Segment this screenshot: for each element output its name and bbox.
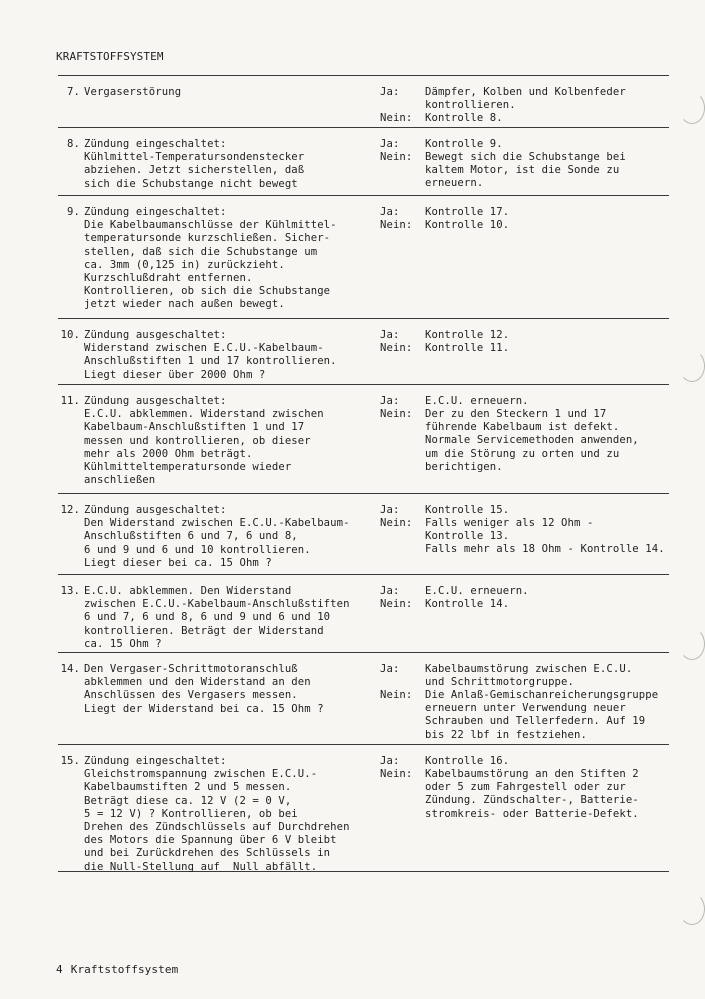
table-row xyxy=(58,493,669,574)
table-row xyxy=(58,652,669,744)
punch-hole-middle-lower xyxy=(679,628,705,660)
nein-label: Nein: xyxy=(380,219,413,231)
entry-condition: Zündung eingeschaltet: Gleichstromspannung zwischen E.C.U.- Kabelbaumstiften 2 und 5 messen. Beträgt diese ca. 12 V (2 = 0 V, 5 = 12 V) ? Kontrollieren, ob bei Drehen des Zündschlüssels auf Durchdrehen des Motors die Spannung über 6 V bleibt und bei Zurückdrehen des Schlüssels in die Null-Stellung auf Null abfällt. xyxy=(84,755,350,873)
punch-hole-top xyxy=(679,92,705,124)
entry-number: 7. xyxy=(67,86,80,98)
ja-label: Ja: xyxy=(380,504,400,516)
nein-action: Kontrolle 11. xyxy=(425,342,510,354)
ja-action: Kontrolle 15. xyxy=(425,504,510,516)
entry-number: 12. xyxy=(60,504,80,516)
punch-hole-bottom xyxy=(679,893,705,925)
ja-label: Ja: xyxy=(380,585,400,597)
entry-condition: Zündung eingeschaltet: Die Kabelbaumanschlüsse der Kühlmittel- temperatursonde kurzschließen. Sicher- stellen, daß sich die Schubstange um ca. 3mm (0,125 in) zurückzieht. Kurzschlußdraht entfernen. Kontrollieren, ob sich die Schubstange jetzt wieder nach außen bewegt. xyxy=(84,206,337,311)
nein-action: Kontrolle 10. xyxy=(425,219,510,231)
entry-number: 9. xyxy=(67,206,80,218)
ja-action: Kontrolle 16. xyxy=(425,755,510,767)
nein-action: Kontrolle 14. xyxy=(425,598,510,610)
entry-condition: Zündung ausgeschaltet: Den Widerstand zwischen E.C.U.-Kabelbaum- Anschlußstiften 6 und 7, 6 und 8, 6 und 9 und 6 und 10 kontrollieren. Liegt dieser bei ca. 15 Ohm ? xyxy=(84,504,350,569)
nein-label: Nein: xyxy=(380,689,413,701)
punch-hole-middle-upper xyxy=(679,350,705,382)
entry-condition: Zündung eingeschaltet: Kühlmittel-Temperatursondenstecker abziehen. Jetzt sicherstellen, daß sich die Schubstange nicht bewegt xyxy=(84,138,305,190)
footer-section-title: Kraftstoffsystem xyxy=(70,963,179,976)
nein-label: Nein: xyxy=(380,517,413,529)
ja-action: Kabelbaumstörung zwischen E.C.U. und Schrittmotorgruppe. xyxy=(425,663,633,689)
entry-condition: E.C.U. abklemmen. Den Widerstand zwischen E.C.U.-Kabelbaum-Anschlußstiften 6 und 7, 6 und 8, 6 und 9 und 6 und 10 kontrollieren. Beträgt der Widerstand ca. 15 Ohm ? xyxy=(84,585,350,650)
table-row xyxy=(58,318,669,384)
nein-action: Kontrolle 8. xyxy=(425,112,503,124)
diagnostic-table xyxy=(58,75,669,872)
table-row xyxy=(58,195,669,318)
page-number: 4 xyxy=(56,963,63,976)
entry-number: 13. xyxy=(60,585,80,597)
entry-condition: Zündung ausgeschaltet: E.C.U. abklemmen. Widerstand zwischen Kabelbaum-Anschlußstiften 1 und 17 messen und kontrollieren, ob dieser mehr als 2000 Ohm beträgt. Kühlmitteltemperatursonde wieder anschließen xyxy=(84,395,324,487)
ja-label: Ja: xyxy=(380,86,400,98)
entry-number: 11. xyxy=(60,395,80,407)
entry-condition: Zündung ausgeschaltet: Widerstand zwischen E.C.U.-Kabelbaum- Anschlußstiften 1 und 17 kontrollieren. Liegt dieser über 2000 Ohm ? xyxy=(84,329,337,381)
ja-action: Dämpfer, Kolben und Kolbenfeder kontrollieren. xyxy=(425,86,626,112)
ja-label: Ja: xyxy=(380,663,400,675)
ja-label: Ja: xyxy=(380,329,400,341)
entry-condition: Den Vergaser-Schrittmotoranschluß abklemmen und den Widerstand an den Anschlüssen des Vergasers messen. Liegt der Widerstand bei ca. 15 Ohm ? xyxy=(84,663,324,715)
nein-label: Nein: xyxy=(380,768,413,780)
nein-label: Nein: xyxy=(380,342,413,354)
ja-action: E.C.U. erneuern. xyxy=(425,585,529,597)
entry-number: 15. xyxy=(60,755,80,767)
ja-label: Ja: xyxy=(380,206,400,218)
table-row xyxy=(58,75,669,127)
nein-label: Nein: xyxy=(380,408,413,420)
ja-label: Ja: xyxy=(380,395,400,407)
page-footer xyxy=(56,963,178,976)
table-row xyxy=(58,127,669,195)
ja-action: Kontrolle 17. xyxy=(425,206,510,218)
nein-action: Bewegt sich die Schubstange bei kaltem Motor, ist die Sonde zu erneuern. xyxy=(425,151,626,190)
nein-label: Nein: xyxy=(380,598,413,610)
entry-number: 14. xyxy=(60,663,80,675)
nein-label: Nein: xyxy=(380,151,413,163)
ja-action: Kontrolle 9. xyxy=(425,138,503,150)
ja-action: Kontrolle 12. xyxy=(425,329,510,341)
nein-action: Kabelbaumstörung an den Stiften 2 oder 5 zum Fahrgestell oder zur Zündung. Zündschalter-, Batterie- stromkreis- oder Batterie-Defekt. xyxy=(425,768,639,820)
nein-action: Falls weniger als 12 Ohm - Kontrolle 13. Falls mehr als 18 Ohm - Kontrolle 14. xyxy=(425,517,665,556)
ja-action: E.C.U. erneuern. xyxy=(425,395,529,407)
entry-condition: Vergaserstörung xyxy=(84,86,182,98)
table-row xyxy=(58,744,669,872)
nein-label: Nein: xyxy=(380,112,413,124)
nein-action: Der zu den Steckern 1 und 17 führende Kabelbaum ist defekt. Normale Servicemethoden anwenden, um die Störung zu orten und zu berichtigen. xyxy=(425,408,639,473)
entry-number: 10. xyxy=(60,329,80,341)
ja-label: Ja: xyxy=(380,138,400,150)
table-row xyxy=(58,384,669,493)
ja-label: Ja: xyxy=(380,755,400,767)
page-title: KRAFTSTOFFSYSTEM xyxy=(56,50,164,63)
table-row xyxy=(58,574,669,652)
entry-number: 8. xyxy=(67,138,80,150)
nein-action: Die Anlaß-Gemischanreicherungsgruppe erneuern unter Verwendung neuer Schrauben und Tellerfedern. Auf 19 bis 22 lbf in festziehen. xyxy=(425,689,659,741)
